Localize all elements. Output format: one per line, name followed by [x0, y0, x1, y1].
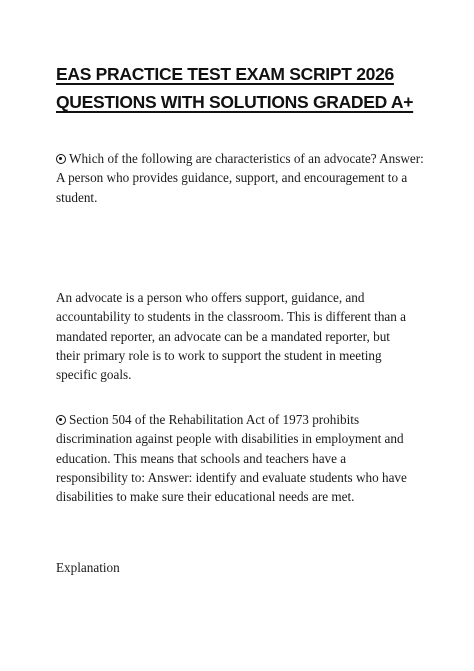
radio-bullet-icon	[56, 154, 66, 164]
explanation-paragraph	[56, 288, 436, 384]
explanation-heading	[56, 558, 436, 577]
paragraph-line: responsibility to: Answer: identify and evaluate students who have	[56, 469, 407, 485]
paragraph-line: An advocate is a person who offers support, guidance, and	[56, 290, 365, 305]
document-title	[56, 60, 436, 116]
paragraph-line: education. This means that schools and teachers have a	[56, 450, 347, 466]
radio-bullet-icon	[56, 415, 66, 425]
paragraph-line: Section 504 of the Rehabilitation Act of 1973 prohibits	[56, 410, 436, 429]
paragraph-line: specific goals.	[56, 367, 132, 383]
paragraph-line: disabilities to make sure their educational needs are met.	[56, 489, 355, 505]
title-line: EAS PRACTICE TEST EXAM SCRIPT 2026	[56, 64, 394, 84]
question-paragraph	[56, 149, 436, 207]
paragraph-line: accountability to students in the classroom. This is different than a	[56, 309, 407, 325]
title-line: QUESTIONS WITH SOLUTIONS GRADED A+	[56, 92, 414, 112]
paragraph-line: their primary role is to work to support the student in meeting	[56, 347, 382, 363]
question-paragraph	[56, 410, 436, 506]
paragraph-line: Explanation	[56, 560, 120, 575]
paragraph-line: A person who provides guidance, support, and encouragement to a	[56, 170, 408, 186]
paragraph-line: student.	[56, 189, 98, 205]
paragraph-line: discrimination against people with disabilities in employment and	[56, 431, 404, 447]
paragraph-line: mandated reporter, an advocate can be a mandated reporter, but	[56, 328, 390, 344]
paragraph-line: Which of the following are characteristics of an advocate? Answer:	[56, 149, 436, 168]
